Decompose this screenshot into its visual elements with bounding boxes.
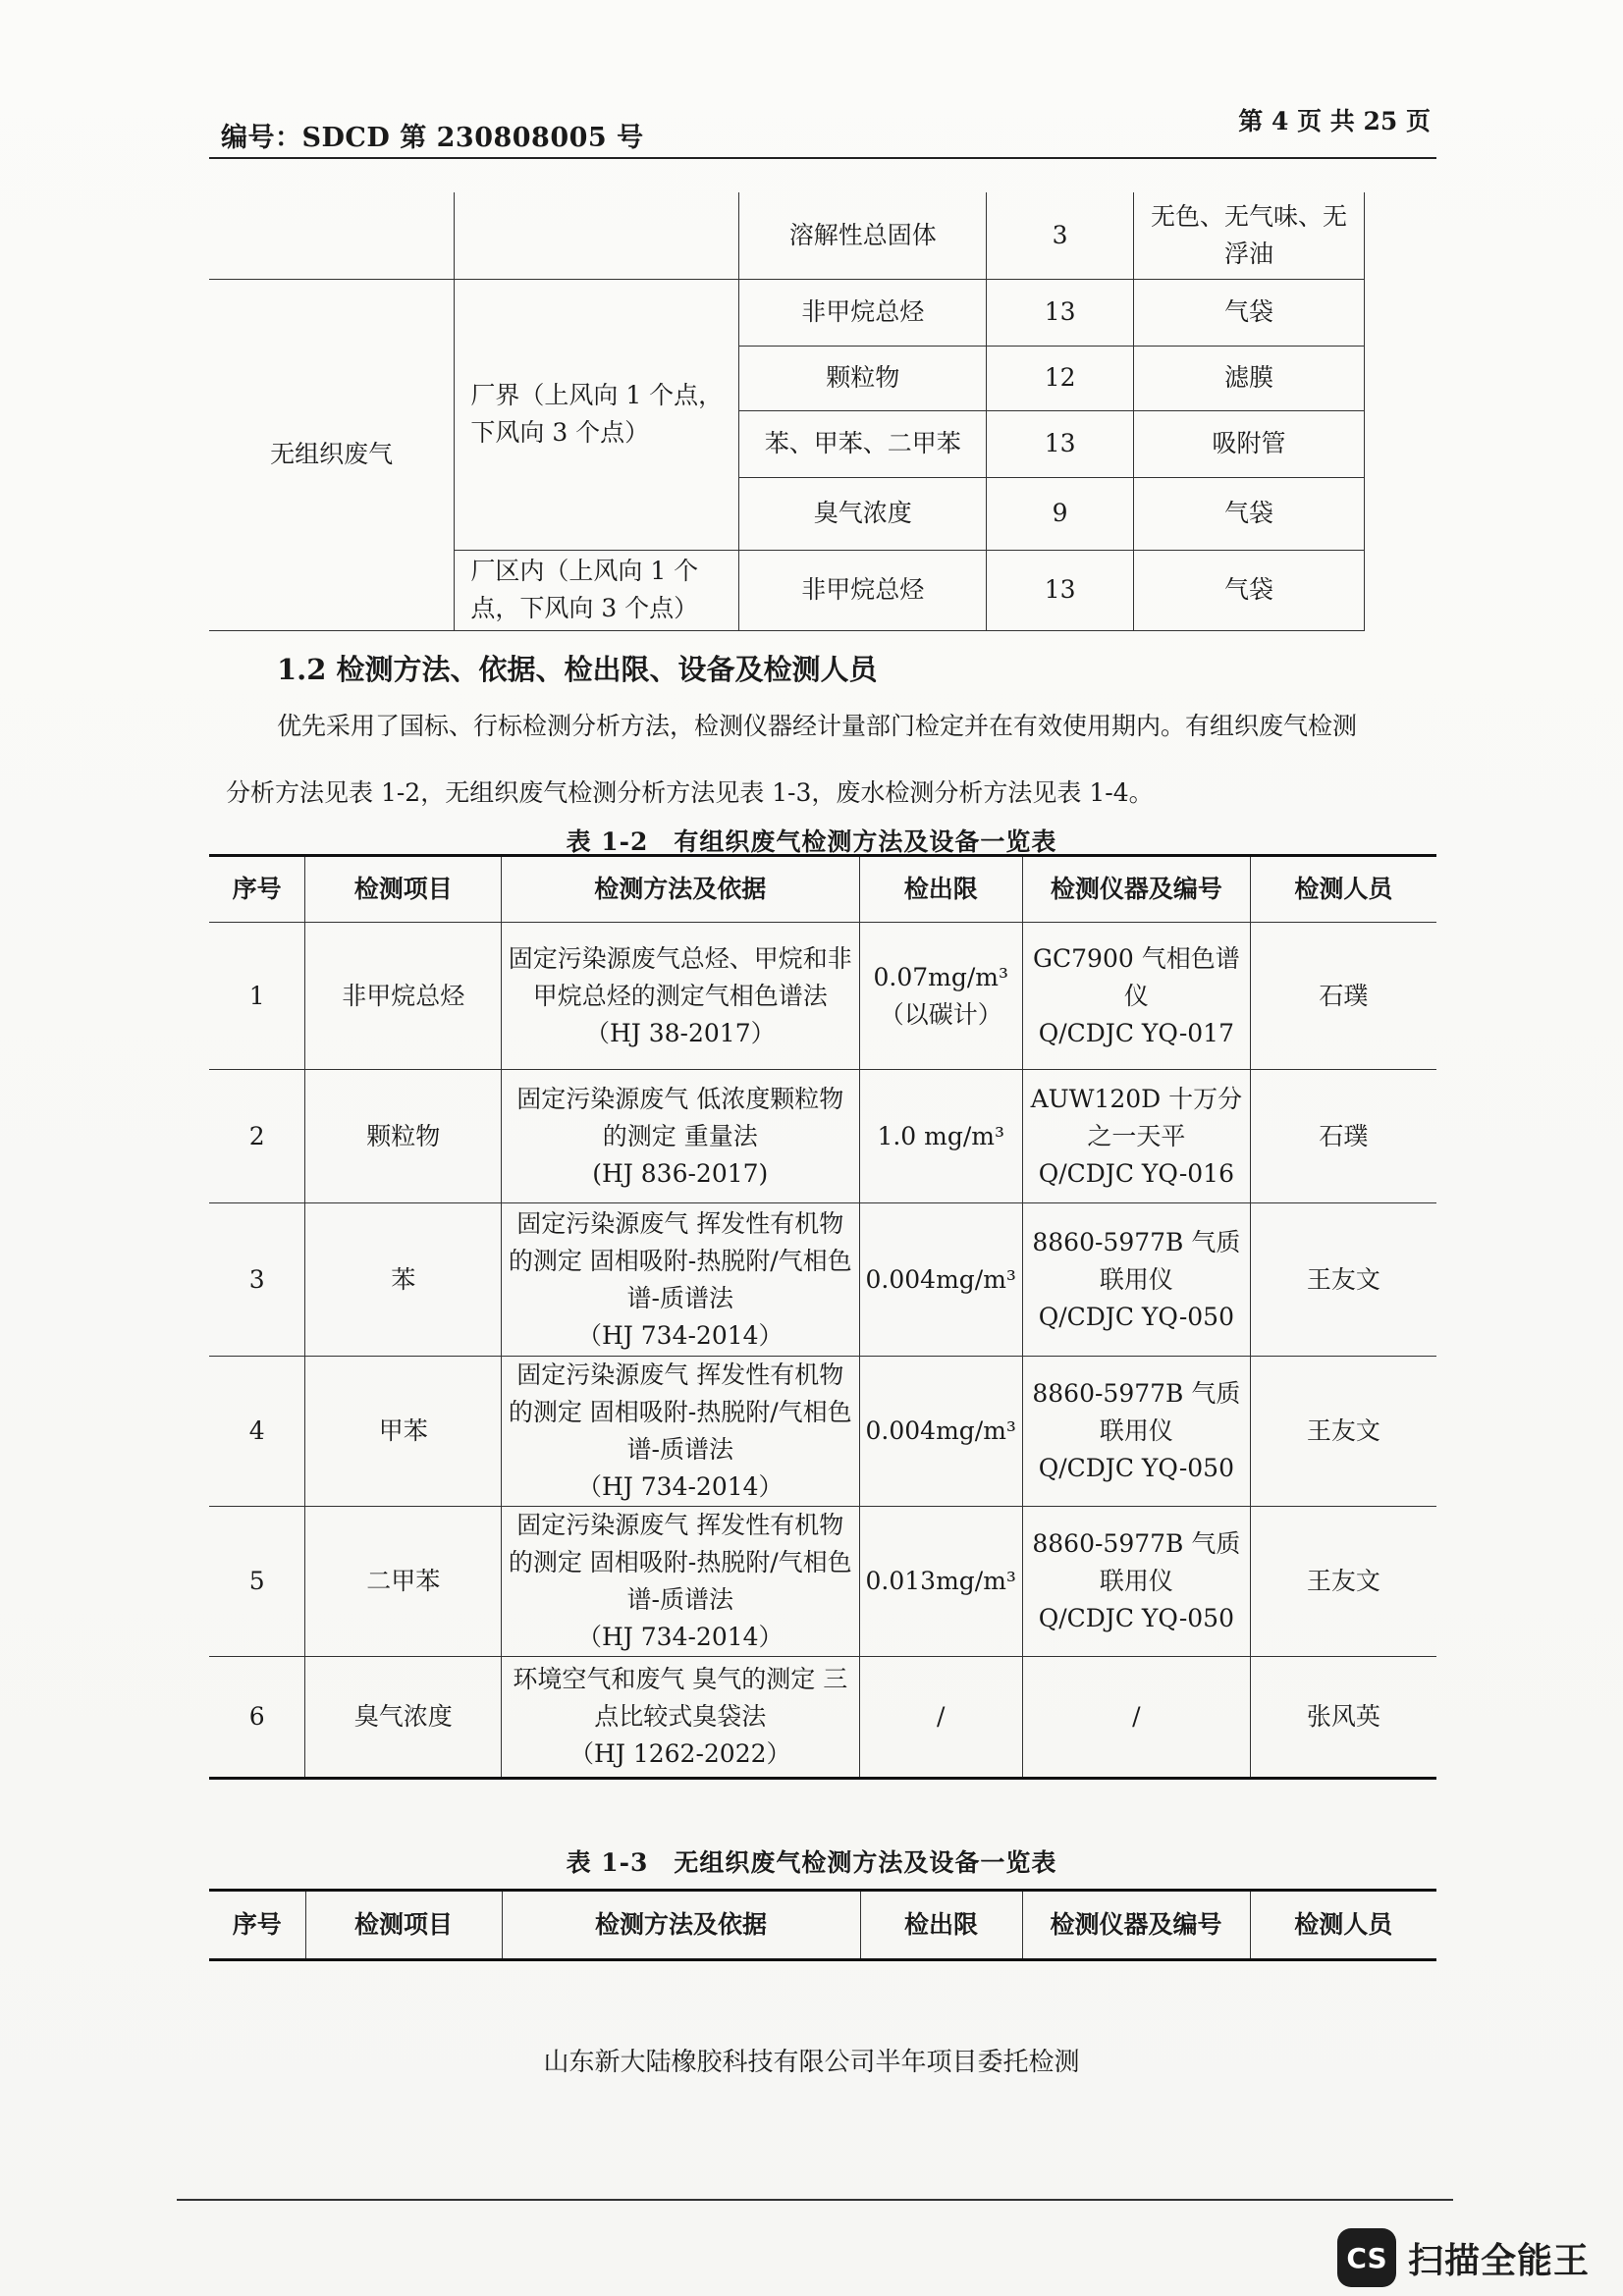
table-row xyxy=(209,192,1365,279)
count-cell: 9 xyxy=(987,477,1134,550)
person-cell: 张风英 xyxy=(1250,1657,1436,1779)
person-cell: 王友文 xyxy=(1250,1203,1436,1357)
section-title: 1.2 检测方法、依据、检出限、设备及检测人员 xyxy=(277,653,878,686)
header-cell: 检测仪器及编号 xyxy=(1022,1891,1250,1960)
instrument-code: Q/CDJC YQ-016 xyxy=(1038,1158,1234,1188)
limit-cell xyxy=(859,1070,1022,1203)
method-text: 固定污染源废气 挥发性有机物的测定 固相吸附-热脱附/气相色谱-质谱法 xyxy=(508,1511,852,1614)
method-table-1-3 xyxy=(209,1889,1436,1961)
instrument-cell xyxy=(1022,1357,1250,1507)
limit-note: （以碳计） xyxy=(879,999,1002,1029)
instrument-code: Q/CDJC YQ-050 xyxy=(1038,1604,1234,1632)
item-cell: 甲苯 xyxy=(305,1357,502,1507)
header-cell: 检测项目 xyxy=(305,856,502,923)
instrument-text: / xyxy=(1132,1702,1141,1731)
watermark-label: 扫描全能王 xyxy=(1408,2240,1591,2281)
method-text: 固定污染源废气 低浓度颗粒物的测定 重量法 xyxy=(516,1084,844,1150)
instrument-cell xyxy=(1022,1203,1250,1357)
header-cell: 检测人员 xyxy=(1250,856,1436,923)
method-text: 固定污染源废气总烃、甲烷和非甲烷总烃的测定气相色谱法 xyxy=(508,943,852,1010)
cs-logo-icon: CS xyxy=(1337,2228,1396,2287)
doc-number: 编号：SDCD 第 230808005 号 xyxy=(221,123,644,153)
container-cell: 气袋 xyxy=(1134,550,1365,630)
container-cell: 无色、无气味、无浮油 xyxy=(1134,192,1365,279)
scanner-watermark xyxy=(1337,2224,1590,2291)
method-cell xyxy=(502,1203,859,1357)
person-cell: 石璞 xyxy=(1250,1070,1436,1203)
item-cell: 溶解性总固体 xyxy=(739,192,987,279)
container-cell: 气袋 xyxy=(1134,477,1365,550)
table-cell xyxy=(209,192,455,279)
item-cell: 非甲烷总烃 xyxy=(739,279,987,346)
standard-text: （HJ 734-2014） xyxy=(577,1320,784,1350)
limit-cell xyxy=(859,1203,1022,1357)
table-cell xyxy=(455,192,739,279)
location-cell: 厂区内（上风向 1 个点，下风向 3 个点） xyxy=(455,550,739,630)
table-row xyxy=(209,1070,1436,1203)
method-text: 固定污染源废气 挥发性有机物的测定 固相吸附-热脱附/气相色谱-质谱法 xyxy=(508,1208,852,1312)
item-cell: 苯、甲苯、二甲苯 xyxy=(739,410,987,477)
limit-cell xyxy=(859,1657,1022,1779)
instrument-text: 8860-5977B 气质联用仪 xyxy=(1032,1379,1241,1445)
footer-text: 山东新大陆橡胶科技有限公司半年项目委托检测 xyxy=(543,2048,1080,2077)
method-text: 环境空气和废气 臭气的测定 三点比较式臭袋法 xyxy=(513,1665,848,1731)
container-cell: 气袋 xyxy=(1134,279,1365,346)
standard-text: （HJ 734-2014） xyxy=(577,1472,784,1501)
row-number: 3 xyxy=(209,1203,305,1357)
row-number: 5 xyxy=(209,1507,305,1657)
instrument-code: Q/CDJC YQ-017 xyxy=(1038,1018,1234,1047)
instrument-cell xyxy=(1022,923,1250,1070)
category-cell: 无组织废气 xyxy=(209,279,455,630)
table-row xyxy=(209,1507,1436,1657)
count-cell: 13 xyxy=(987,410,1134,477)
table-header-row xyxy=(209,856,1436,923)
container-cell: 吸附管 xyxy=(1134,410,1365,477)
page-info: 第 4 页 共 25 页 xyxy=(1238,107,1431,135)
instrument-text: 8860-5977B 气质联用仪 xyxy=(1032,1227,1241,1294)
row-number: 2 xyxy=(209,1070,305,1203)
container-cell: 滤膜 xyxy=(1134,346,1365,410)
table-row xyxy=(209,1203,1436,1357)
header-rule xyxy=(209,157,1436,159)
table-header-row xyxy=(209,1891,1436,1960)
limit-text: 0.07mg/m³ xyxy=(873,962,1008,991)
instrument-cell xyxy=(1022,1070,1250,1203)
row-number: 1 xyxy=(209,923,305,1070)
header-cell: 序号 xyxy=(209,856,305,923)
person-cell: 王友文 xyxy=(1250,1507,1436,1657)
method-table-1-2 xyxy=(209,854,1436,1780)
instrument-cell xyxy=(1022,1507,1250,1657)
instrument-text: GC7900 气相色谱仪 xyxy=(1033,943,1240,1010)
header-cell: 检测仪器及编号 xyxy=(1022,856,1250,923)
method-cell xyxy=(502,1507,859,1657)
footer-rule xyxy=(177,2199,1453,2201)
table-caption: 表 1-3 无组织废气检测方法及设备一览表 xyxy=(566,1848,1057,1877)
count-cell: 13 xyxy=(987,550,1134,630)
row-number: 4 xyxy=(209,1357,305,1507)
instrument-code: Q/CDJC YQ-050 xyxy=(1038,1454,1234,1482)
limit-text: 0.004mg/m³ xyxy=(865,1264,1016,1294)
person-cell: 王友文 xyxy=(1250,1357,1436,1507)
paragraph-line: 分析方法见表 1-2，无组织废气检测分析方法见表 1-3，废水检测分析方法见表 1-4。 xyxy=(226,778,1154,807)
header-cell: 检测项目 xyxy=(305,1891,502,1960)
standard-text: （HJ 734-2014） xyxy=(577,1623,784,1651)
instrument-code: Q/CDJC YQ-050 xyxy=(1038,1302,1234,1331)
item-cell: 非甲烷总烃 xyxy=(305,923,502,1070)
limit-text: 1.0 mg/m³ xyxy=(877,1121,1005,1150)
header-cell: 检测方法及依据 xyxy=(502,856,859,923)
header-cell: 检测方法及依据 xyxy=(502,1891,860,1960)
person-cell: 石璞 xyxy=(1250,923,1436,1070)
item-cell: 臭气浓度 xyxy=(739,477,987,550)
sampling-table-continued xyxy=(209,192,1365,631)
header-cell: 检测人员 xyxy=(1250,1891,1436,1960)
instrument-text: AUW120D 十万分之一天平 xyxy=(1030,1084,1243,1150)
instrument-text: 8860-5977B 气质联用仪 xyxy=(1032,1529,1241,1595)
item-cell: 颗粒物 xyxy=(305,1070,502,1203)
instrument-cell xyxy=(1022,1657,1250,1779)
table-row xyxy=(209,923,1436,1070)
item-cell: 苯 xyxy=(305,1203,502,1357)
method-cell xyxy=(502,1357,859,1507)
method-cell xyxy=(502,1070,859,1203)
count-cell: 13 xyxy=(987,279,1134,346)
table-row xyxy=(209,1357,1436,1507)
paragraph-line: 优先采用了国标、行标检测分析方法，检测仪器经计量部门检定并在有效使用期内。有组织废气检测 xyxy=(277,712,1358,740)
limit-text: 0.004mg/m³ xyxy=(865,1416,1016,1445)
standard-text: (HJ 836-2017) xyxy=(592,1158,769,1188)
limit-cell xyxy=(859,1357,1022,1507)
limit-text: 0.013mg/m³ xyxy=(865,1567,1016,1595)
method-cell xyxy=(502,923,859,1070)
row-number: 6 xyxy=(209,1657,305,1779)
location-cell: 厂界（上风向 1 个点，下风向 3 个点） xyxy=(455,279,739,550)
item-cell: 颗粒物 xyxy=(739,346,987,410)
item-cell: 臭气浓度 xyxy=(305,1657,502,1779)
header-cell: 检出限 xyxy=(860,1891,1022,1960)
limit-cell xyxy=(859,1507,1022,1657)
limit-cell xyxy=(859,923,1022,1070)
limit-text: / xyxy=(937,1702,946,1731)
standard-text: （HJ 38-2017） xyxy=(584,1018,776,1047)
standard-text: （HJ 1262-2022） xyxy=(569,1739,791,1768)
table-row xyxy=(209,279,1365,346)
count-cell: 3 xyxy=(987,192,1134,279)
header-cell: 序号 xyxy=(209,1891,305,1960)
header-cell: 检出限 xyxy=(859,856,1022,923)
table-row xyxy=(209,1657,1436,1779)
item-cell: 非甲烷总烃 xyxy=(739,550,987,630)
method-cell xyxy=(502,1657,859,1779)
table-caption: 表 1-2 有组织废气检测方法及设备一览表 xyxy=(566,828,1057,856)
item-cell: 二甲苯 xyxy=(305,1507,502,1657)
method-text: 固定污染源废气 挥发性有机物的测定 固相吸附-热脱附/气相色谱-质谱法 xyxy=(508,1361,852,1464)
count-cell: 12 xyxy=(987,346,1134,410)
